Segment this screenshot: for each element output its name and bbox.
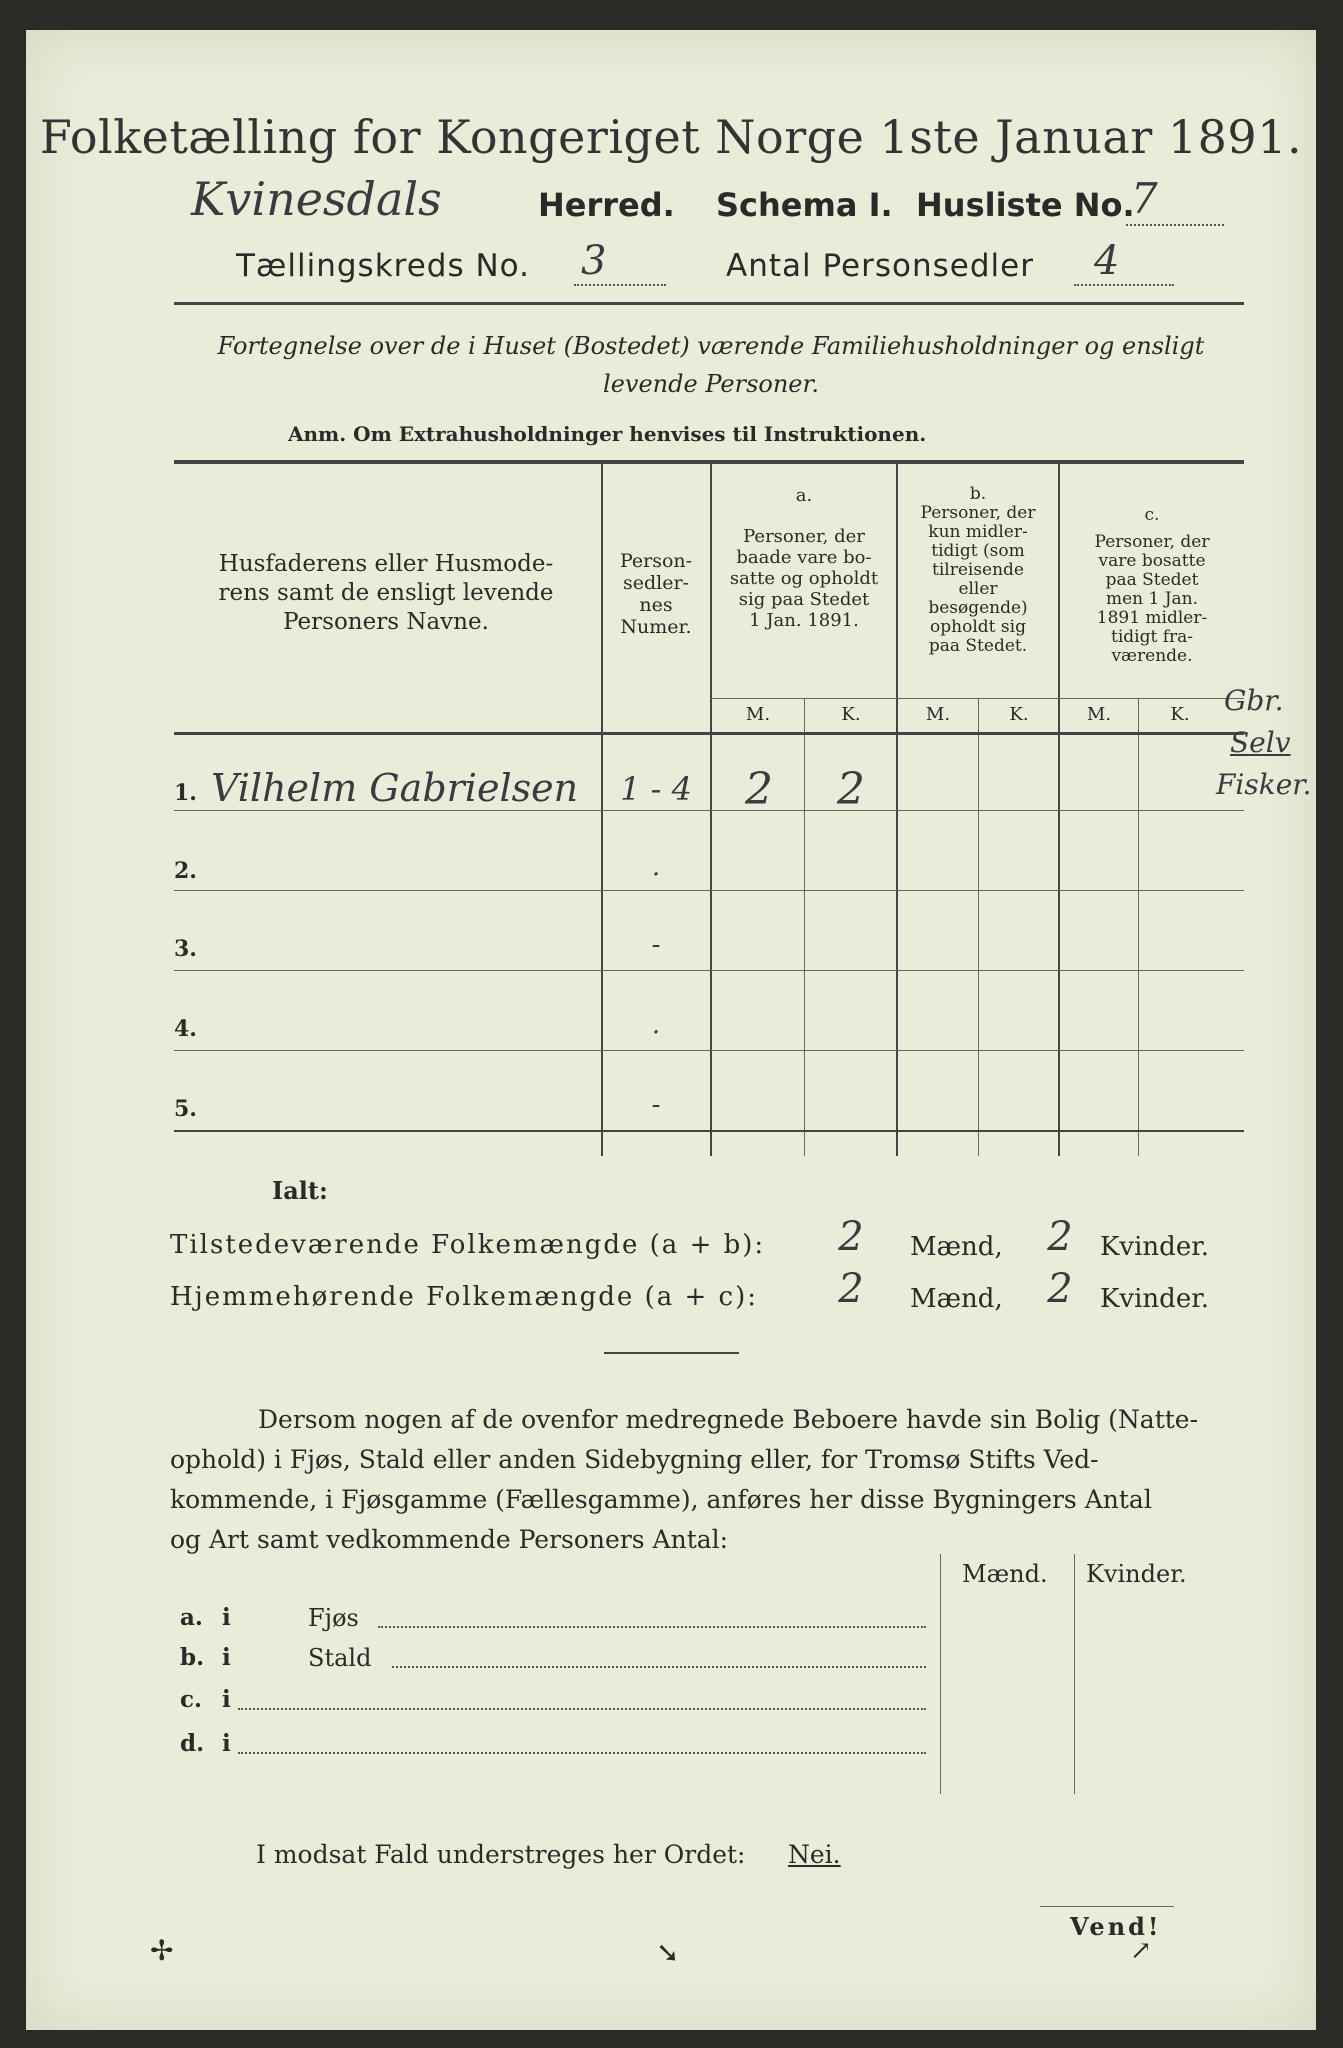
kreds-label: Tællingskreds No. (236, 248, 530, 284)
b-m-label: M. (925, 704, 951, 725)
total-row-2-maend: Mænd, (910, 1284, 1003, 1314)
item-dotted-line (378, 1626, 926, 1628)
row-a-m: 2 (745, 764, 773, 815)
a-m-label: M. (745, 704, 771, 725)
outbuildings-divider-1 (940, 1554, 941, 1794)
vend-text: Vend! (1070, 1912, 1162, 1941)
total-row-2-k: 2 (1047, 1266, 1073, 1312)
ink-mark-left-icon: ✢ (150, 1934, 174, 1967)
form-title: Folketælling for Kongeriget Norge 1ste Januar 1891. (39, 110, 1303, 164)
nei-word: Nei. (788, 1840, 841, 1869)
intro-line-2: levende Personer. (603, 370, 819, 398)
antal-label: Antal Personsedler (726, 248, 1034, 284)
ink-mark-right-icon: ↗ (1130, 1936, 1152, 1966)
anm-note: Anm. Om Extrahusholdninger henvises til Instruktionen. (288, 422, 927, 446)
margin-note: Gbr. Selv Fisker. (1216, 684, 1312, 801)
divider-am-ak (804, 698, 805, 1156)
antal-value: 4 (1094, 238, 1120, 284)
item-letter: a. (180, 1604, 203, 1631)
row-rule (174, 1050, 1244, 1051)
modsat-text: I modsat Fald understreges her Ordet: (256, 1840, 746, 1869)
outbuildings-maend-header: Mænd. (962, 1560, 1048, 1588)
row-numer: . (651, 1010, 661, 1040)
table-top-rule (174, 460, 1244, 464)
antal-dotted-line (1074, 284, 1174, 286)
row-numer: . (651, 852, 661, 882)
divider-bm-bk (978, 698, 979, 1156)
item-i: i (222, 1730, 231, 1757)
herred-label: Herred. (538, 186, 675, 224)
item-dotted-line (238, 1752, 926, 1754)
herred-value: Kvinesdals (191, 172, 442, 226)
census-form-page (26, 30, 1316, 2030)
col-header-numer: Person- sedler- nes Numer. (619, 550, 693, 638)
row-rule (174, 810, 1244, 811)
col-header-c: c. Personer, der vare bosatte paa Stedet men 1 Jan. 1891 midler- tidigt fra- værende. (1094, 505, 1210, 666)
row-rule (174, 970, 1244, 971)
total-row-1-kvinder: Kvinder. (1100, 1232, 1210, 1262)
c-k-label: K. (1170, 704, 1190, 725)
table-header-bottom-rule (174, 732, 1244, 735)
item-letter: c. (180, 1686, 203, 1713)
header-rule (174, 302, 1244, 305)
total-row-2-label: Hjemmehørende Folkemængde (a + c): (170, 1282, 758, 1312)
row-number: 3. (174, 936, 197, 962)
section-divider (604, 1352, 739, 1354)
ink-mark-center-icon: ➘ (656, 1936, 680, 1969)
table-bottom-rule (174, 1130, 1244, 1132)
row-rule (174, 890, 1244, 891)
item-i: i (222, 1686, 231, 1713)
ialt-label: Ialt: (272, 1176, 328, 1205)
item-label: Fjøs (308, 1604, 359, 1632)
item-letter: b. (180, 1644, 205, 1671)
total-row-1-label: Tilstedeværende Folkemængde (a + b): (170, 1230, 766, 1260)
kreds-value: 3 (581, 238, 607, 284)
row-number: 1. (174, 780, 197, 806)
row-name: Vilhelm Gabrielsen (211, 766, 579, 810)
total-row-1-m: 2 (838, 1214, 864, 1260)
row-numer: - (651, 930, 661, 960)
outbuildings-divider-2 (1074, 1554, 1075, 1794)
col-header-names: Husfaderens eller Husmode- rens samt de ensligt levende Personers Navne. (218, 551, 554, 635)
mk-top-rule (710, 698, 1244, 699)
intro-line-1: Fortegnelse over de i Huset (Bostedet) værende Familiehusholdninger og ensligt (217, 332, 1205, 360)
item-dotted-line (238, 1708, 926, 1710)
outbuildings-kvinder-header: Kvinder. (1086, 1560, 1187, 1588)
c-m-label: M. (1086, 704, 1112, 725)
total-row-2-m: 2 (838, 1266, 864, 1312)
a-k-label: K. (841, 704, 861, 725)
husliste-label: Husliste No. (916, 186, 1135, 224)
schema-label: Schema I. (716, 186, 893, 224)
total-row-1-k: 2 (1047, 1214, 1073, 1260)
item-letter: d. (180, 1730, 205, 1757)
item-label: Stald (308, 1644, 372, 1672)
row-number: 4. (174, 1016, 197, 1042)
item-i: i (222, 1604, 231, 1631)
vend-rule (1040, 1906, 1174, 1907)
item-i: i (222, 1644, 231, 1671)
total-row-1-maend: Mænd, (910, 1232, 1003, 1262)
husliste-dotted-line (1126, 224, 1224, 226)
col-header-a: a. Personer, der baade vare bo- satte og opholdt sig paa Stedet 1 Jan. 1891. (729, 485, 879, 631)
row-numer: 1 - 4 (620, 770, 692, 808)
b-k-label: K. (1009, 704, 1029, 725)
row-number: 2. (174, 858, 197, 884)
divider-cm-ck (1138, 698, 1139, 1156)
row-numer: - (651, 1090, 661, 1120)
row-number: 5. (174, 1096, 197, 1122)
total-row-2-kvinder: Kvinder. (1100, 1284, 1210, 1314)
col-header-b: b. Personer, der kun midler- tidigt (som tilreisende eller besøgende) opholdt sig paa Stedet. (920, 484, 1036, 656)
item-dotted-line (392, 1666, 926, 1668)
kreds-dotted-line (574, 284, 666, 286)
row-a-k: 2 (837, 764, 865, 815)
outbuildings-paragraph: Dersom nogen af de ovenfor medregnede Beboere havde sin Bolig (Natte- ophold) i Fjøs, Stald eller anden Sidebygning eller, for Tromsø Stifts Ved- kommende, i Fjøsgamme (Fællesgamme), anføres her disse Bygningers Antal og Art samt vedkommende Personers Antal: (170, 1405, 1199, 1554)
husliste-value: 7 (1131, 174, 1158, 223)
